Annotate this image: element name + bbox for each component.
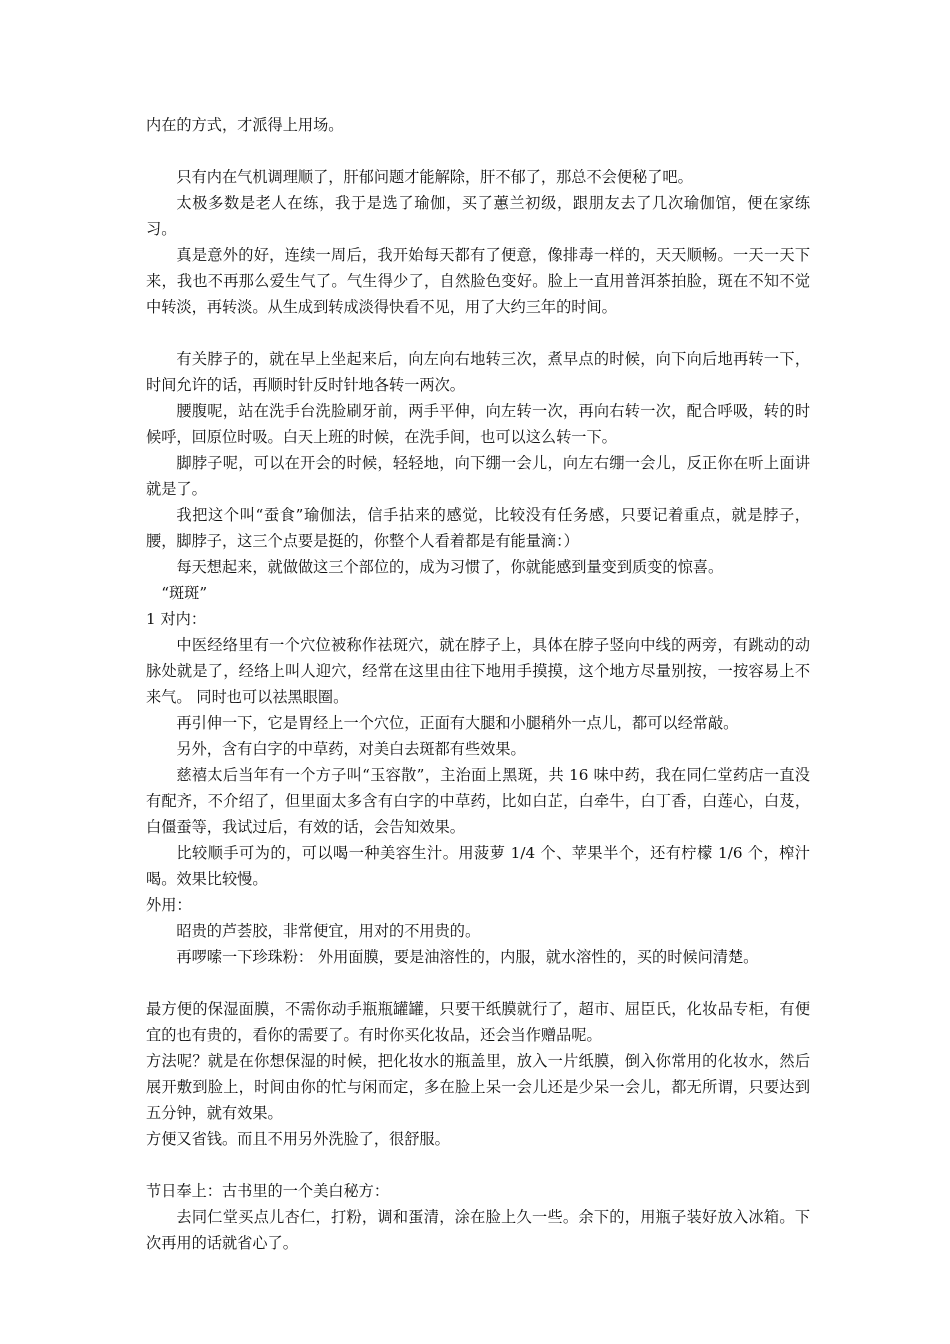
paragraph: 比较顺手可为的，可以喝一种美容生汁。用菠萝 1/4 个、苹果半个，还有柠檬 1/6 个，榨汁喝。效果比较慢。 xyxy=(146,844,810,888)
paragraph: 再啰嗦一下珍珠粉： 外用面膜，要是油溶性的，内服，就水溶性的，买的时候问清楚。 xyxy=(176,948,759,966)
blank-line xyxy=(146,1152,810,1178)
paragraph: 太极多数是老人在练，我于是选了瑜伽，买了蕙兰初级，跟朋友去了几次瑜伽馆，便在家练习。 xyxy=(146,194,810,238)
paragraph: 中医经络里有一个穴位被称作祛斑穴，就在脖子上，具体在脖子竖向中线的两旁，有跳动的动脉处就是了，经络上叫人迎穴，经常在这里由往下地用手摸摸，这个地方尽量别按，一按容易上不来气。 同时也可以祛黑眼圈。 xyxy=(146,636,810,706)
blank-line xyxy=(146,138,810,164)
blank-line xyxy=(146,320,810,346)
paragraph: 节日奉上：古书里的一个美白秘方： xyxy=(146,1182,389,1200)
paragraph: 腰腹呢，站在洗手台洗脸刷牙前，两手平伸，向左转一次，再向右转一次，配合呼吸，转的时候呼，回原位时吸。白天上班的时候，在洗手间，也可以这么转一下。 xyxy=(146,402,810,446)
section-heading: “斑斑” xyxy=(161,584,208,602)
paragraph: 方法呢？就是在你想保湿的时候，把化妆水的瓶盖里，放入一片纸膜，倒入你常用的化妆水，然后展开敷到脸上，时间由你的忙与闲而定，多在脸上呆一会儿还是少呆一会儿，都无所谓，只要达到五分钟，就有效果。 xyxy=(146,1052,810,1122)
paragraph: 脚脖子呢，可以在开会的时候，轻轻地，向下绷一会儿，向左右绷一会儿，反正你在听上面讲就是了。 xyxy=(146,454,810,498)
paragraph: 另外，含有白字的中草药，对美白去斑都有些效果。 xyxy=(176,740,526,758)
paragraph: 有关脖子的，就在早上坐起来后，向左向右地转三次，煮早点的时候，向下向后地再转一下，时间允许的话，再顺时针反时针地各转一两次。 xyxy=(146,350,810,394)
paragraph: 只有内在气机调理顺了，肝郁问题才能解除，肝不郁了，那总不会便秘了吧。 xyxy=(176,168,693,186)
paragraph: 再引伸一下，它是胃经上一个穴位，正面有大腿和小腿稍外一点儿，都可以经常敲。 xyxy=(176,714,739,732)
paragraph: 真是意外的好，连续一周后，我开始每天都有了便意，像排毒一样的，天天顺畅。一天一天下来，我也不再那么爱生气了。气生得少了，自然脸色变好。脸上一直用普洱茶拍脸，斑在不知不觉中转淡，再转淡。从生成到转成淡得快看不见，用了大约三年的时间。 xyxy=(146,246,810,316)
subsection-heading: 1 对内： xyxy=(146,610,207,628)
paragraph: 我把这个叫“蚕食”瑜伽法，信手拈来的感觉，比较没有任务感，只要记着重点，就是脖子，腰，脚脖子，这三个点要是挺的，你整个人看着都是有能量滴：） xyxy=(146,506,810,550)
document-body xyxy=(146,112,810,1256)
paragraph: 最方便的保湿面膜，不需你动手瓶瓶罐罐，只要干纸膜就行了，超市、屈臣氏，化妆品专柜，有便宜的也有贵的，看你的需要了。有时你买化妆品，还会当作赠品呢。 xyxy=(146,1000,810,1044)
blank-line xyxy=(146,970,810,996)
subsection-heading: 外用： xyxy=(146,896,192,914)
paragraph: 方便又省钱。而且不用另外洗脸了，很舒服。 xyxy=(146,1130,450,1148)
paragraph: 去同仁堂买点儿杏仁，打粉，调和蛋清，涂在脸上久一些。余下的，用瓶子装好放入冰箱。下次再用的话就省心了。 xyxy=(146,1208,810,1252)
paragraph: 慈禧太后当年有一个方子叫“玉容散”，主治面上黑斑，共 16 味中药，我在同仁堂药店一直没有配齐，不介绍了，但里面太多含有白字的中草药，比如白芷，白牵牛，白丁香，白莲心，白芨，白僵蚕等，我试过后，有效的话，会告知效果。 xyxy=(146,766,810,836)
paragraph: 昭贵的芦荟胶，非常便宜，用对的不用贵的。 xyxy=(176,922,481,940)
paragraph: 每天想起来，就做做这三个部位的，成为习惯了，你就能感到量变到质变的惊喜。 xyxy=(176,558,724,576)
paragraph: 内在的方式，才派得上用场。 xyxy=(146,116,344,134)
